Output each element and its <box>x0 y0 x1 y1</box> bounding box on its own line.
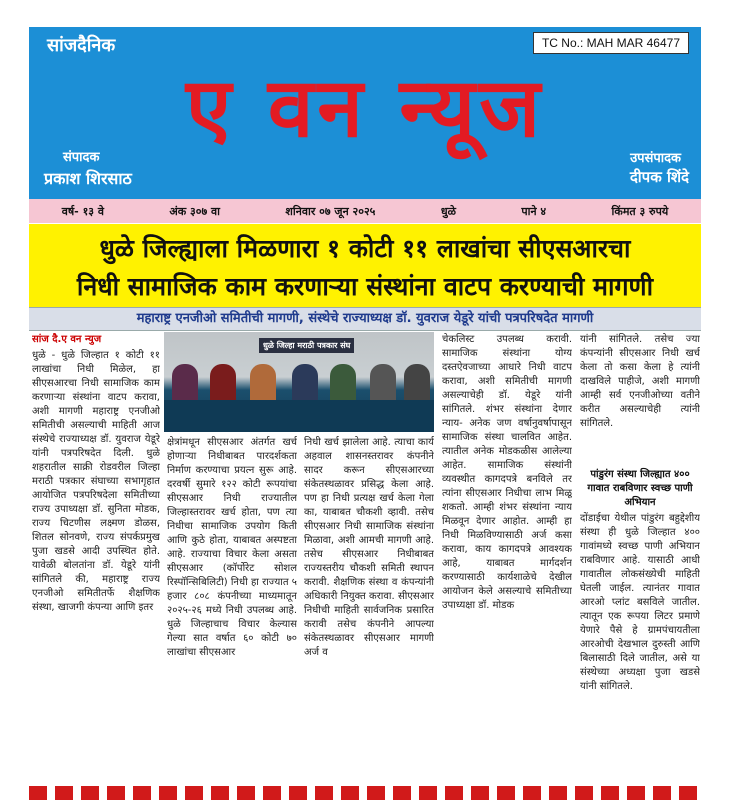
article-column-5-top: यांनी सांगितले. तसेच ज्या कंपन्यांनी सीएसआर निधी खर्च केला तो कसा केला हे त्यांनी दाखविले पाहीजे, अशी मागणी आम्ही सर्व एनजीओच्या वतीने करीत असल्याचेही त्यांनी सांगितले. <box>580 334 700 429</box>
press-conference-photo <box>164 332 434 432</box>
main-headline <box>29 224 701 310</box>
issue-info-bar <box>29 199 701 223</box>
masthead <box>29 27 701 199</box>
article-column-3: निधी खर्च झालेला आहे. त्याचा कार्य अहवाल शासनस्तरावर कंपनीने सादर करून सीएसआरच्या संकेतस्थळावर प्रसिद्ध केला आहे. पण हा निधी प्रत्यक्ष खर्च केला गेला का, याबाबत चौकशी व्हावी. तसेच सीएसआर निधी सामाजिक संस्थांना मिळावा, अशी आमची मागणी आहे. तसेच सीएसआर निधीबाबत राज्यस्तरीय चौकशी समिती स्थापन करावी. शैक्षणिक संस्था व कंपन्यांनी अधिकारी नियुक्त करावा. सीएसआर निधीची माहिती सार्वजनिक प्रसारित करावी तसेच कंपनीने आपल्या संकेतस्थळावर सीएसआर मागणी अर्ज व <box>304 437 434 658</box>
side-story-headline: पांडुरंग संस्था जिल्ह्यात ४०० गावात राबविणार स्वच्छ पाणी अभियान <box>587 469 693 508</box>
headline-line-1: धुळे जिल्ह्याला मिळणारा १ कोटी ११ लाखांचा सीएसआरचा <box>99 234 631 263</box>
subeditor-name: दीपक शिंदे <box>629 168 689 186</box>
tc-number: TC No.: MAH MAR 46477 <box>533 32 689 54</box>
editor-name: प्रकाश शिरसाठ <box>44 169 132 188</box>
newspaper-title: ए वन न्यूज <box>185 61 545 156</box>
issue-number: अंक ३०७ वा <box>169 204 221 218</box>
photo-table <box>164 400 434 432</box>
article-column-1 <box>32 333 160 783</box>
issue-pages: पाने ४ <box>521 204 547 218</box>
next-headline-strip <box>29 786 701 800</box>
headline-line-2: निधी सामाजिक काम करणाऱ्या संस्थांना वाटप करण्याची मागणी <box>76 272 654 301</box>
article-column-1-text: धुळे - धुळे जिल्हात १ कोटी ११ लाखांचा निधी मिळेल, हा सीएसआरचा निधी सामाजिक काम करणाऱ्या संस्थांना वाटप करावा, अशी मागणी महाराष्ट्र एनजीओ समितीची असल्याची माहिती आज संस्थेचे राज्याध्यक्ष डॉ. युवराज येडूरे यांनी पत्रपरिषदेत दिली. धुळे शहरातील साक्री रोडवरील जिल्हा मराठी पत्रकार संघाच्या सभागृहात आयोजित पत्रपरिषदेला समितीच्या राज्य उपाध्यक्षा डॉ. सुनिता मोडक, राज्य चिटणीस लक्ष्मण डोळस, शितल सोनवणे, राज्य संपर्कप्रमुख पुजा खडसे आदी उपस्थित होते. यावेळी बोलतांना डॉ. येडूरे यांनी सांगितले की, महाराष्ट्र राज्य एनजीओ समितीतर्फे शैक्षणिक संस्था, खाजगी कंपन्या आणि इतर <box>32 350 160 613</box>
subeditor-role: उपसंपादक <box>630 151 681 166</box>
article-column-4: चेकलिस्ट उपलब्ध करावी. सामाजिक संस्थांना योग्य दस्तऐवजाच्या आधारे निधी वाटप करावा, अशी समितीची मागणी असल्याचेही डॉ. येडूरे यांनी सांगितले. शंभर संस्थांना देणार न्याय- अनेक जण वर्षानुवर्षापासून सामाजिक संस्था चालवित आहेत. त्यातील अनेक मोडकळीस आलेल्या आहेत. सामाजिक संस्थांनी व्यवस्थीत कागदपत्रे बनविले तर त्यांना सीएसआर निधीचा लाभ मिळू शकतो. आम्ही शंभर संस्थांना न्याय मिळवून देणार आहोत. आम्ही हा निधी मिळविण्यासाठी अर्ज कसा करावा, काय कागदपत्रे आवश्यक आहे, याबाबत मार्गदर्शन करण्यासाठी कार्यशाळेचे देखील आयोजन केले असल्याचे समितीच्या उपाध्यक्षा डॉ. मोडक <box>442 334 572 611</box>
article-byline: सांज दै.ए वन न्युज <box>32 334 102 345</box>
editor-role: संपादक <box>63 150 100 165</box>
issue-city: धुळे <box>440 204 456 218</box>
issue-price: किंमत ३ रुपये <box>611 204 669 218</box>
subheadline: महाराष्ट्र एनजीओ समितीची मागणी, संस्थेचे राज्याध्यक्ष डॉ. युवराज येडूरे यांची पत्रपरिषदेत मागणी <box>29 307 701 331</box>
article-column-2: क्षेत्रांमधून सीएसआर अंतर्गत खर्च होणाऱ्या निधीबाबत पारदर्शकता निर्माण करण्याचा प्रयत्न सुरू आहे. दरवर्षी सुमारे १२२ कोटी रूपयांचा सीएसआर निधी राज्यातील जिल्हास्तरावर खर्च होता, पण त्या निधीचा सामाजिक उपयोग किती आणि कुठे होता, याबाबत अस्पष्टता आहे. राज्याचा विचार केला असता सीएसआर (कॉर्पोरेट सोशल रिस्पॉन्सिबिलिटी) निधी हा राज्यात ५ हजार ८०८ कंपनीच्या माध्यमातून २०२५-२६ मध्ये निधी उपलब्ध आहे. धुळे जिल्हाचाच विचार केल्यास गेल्या सात वर्षात ६० कोटी ७० लाखांचा सीएसआर <box>167 437 297 658</box>
side-story-body: दोंडाईचा येथील पांडुरंग बहुद्देशीय संस्था ही धुळे जिल्हात ४०० गावांमध्ये स्वच्छ पाणी अभियान राबविणार आहे. यासाठी आधी गावातील लोकसंख्येची माहिती घेतली जाईल. त्यानंतर गावात आरओ प्लांट बसविले जातील. त्यातून एक रूपया लिटर प्रमाणे येणारे पैसे हे ग्रामपंचायतीला आरओची देखभाल दुरुस्ती आणि बिलासाठी दिले जातील, असे या संस्थेच्या अध्यक्षा पुजा खडसे यांनी सांगितले. <box>580 513 700 692</box>
issue-date: शनिवार ०७ जून २०२५ <box>285 204 376 218</box>
photo-banner-text: धुळे जिल्हा मराठी पत्रकार संघ <box>259 338 354 353</box>
issue-year: वर्ष- १३ वे <box>61 204 104 218</box>
masthead-tagline: सांजदैनिक <box>47 35 116 56</box>
